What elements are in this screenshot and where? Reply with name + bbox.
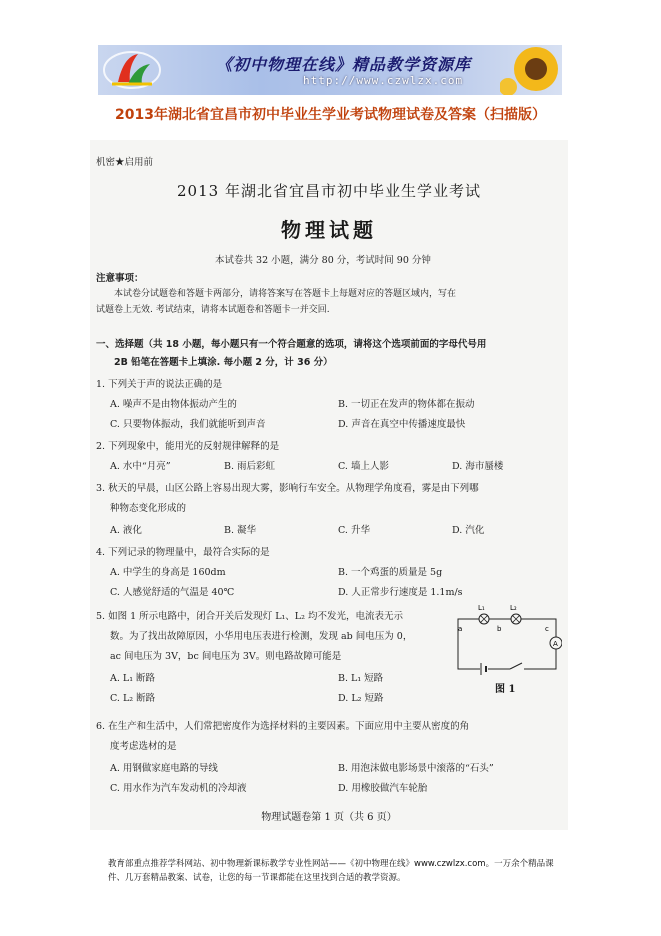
q5-option-a: A. L₁ 断路 (110, 673, 156, 684)
q2-option-d: D. 海市蜃楼 (452, 461, 504, 472)
q5-option-d: D. L₂ 短路 (338, 693, 384, 704)
site-promo-note (108, 857, 578, 885)
site-banner (98, 45, 562, 95)
switch (510, 665, 524, 673)
question-6-line-2: 度考虑选材的是 (110, 741, 177, 752)
q2-option-a: A. 水中“月亮” (110, 461, 171, 472)
scanned-page (90, 140, 568, 830)
q3-option-b: B. 凝华 (224, 525, 257, 536)
site-logo-icon (102, 48, 162, 92)
question-1: 1. 下列关于声的说法正确的是 (96, 379, 223, 390)
label-c: c (545, 625, 549, 633)
q4-option-d: D. 人正常步行速度是 1.1m/s (338, 587, 463, 598)
label-ammeter: A (553, 640, 558, 648)
q6-option-a: A. 用钢做家庭电路的导线 (110, 763, 218, 774)
q1-option-a: A. 噪声不是由物体振动产生的 (110, 399, 237, 410)
q2-option-b: B. 雨后彩虹 (224, 461, 276, 472)
q1-option-b: B. 一切正在发声的物体都在振动 (338, 399, 475, 410)
banner-url-link[interactable]: http://www.czwlzx.com (303, 74, 464, 87)
q4-option-a: A. 中学生的身高是 160dm (110, 567, 226, 578)
label-b: b (497, 625, 502, 633)
q6-option-b: B. 用泡沫做电影场景中滚落的“石头” (338, 763, 494, 774)
question-3-line-1: 3. 秋天的早晨，山区公路上容易出现大雾，影响行车安全。从物理学角度看，雾是由下列哪 (96, 483, 479, 494)
q3-option-d: D. 汽化 (452, 525, 485, 536)
q3-option-c: C. 升华 (338, 525, 370, 536)
notice-line-2: 试题卷上无效. 考试结束，请将本试题卷和答题卡一并交回. (96, 305, 330, 315)
notice-title: 注意事项： (96, 273, 144, 284)
question-5-line-2: 数。为了找出故障原因，小华用电压表进行检测，发现 ab 间电压为 0， (110, 631, 413, 642)
q6-option-c: C. 用水作为汽车发动机的冷却液 (110, 783, 247, 794)
promo-line-1: 教育部重点推荐学科网站、初中物理新课标教学专业性网站——《初中物理在线》www.czwlzx.com。一万余个精品课 (108, 859, 554, 869)
q3-option-a: A. 液化 (110, 525, 142, 536)
question-4: 4. 下列记录的物理量中，最符合实际的是 (96, 547, 270, 558)
banner-title: 《初中物理在线》精品教学资源库 (216, 55, 472, 74)
question-5-line-3: ac 间电压为 3V，bc 间电压为 3V。则电路故障可能是 (110, 651, 342, 662)
q5-option-c: C. L₂ 断路 (110, 693, 156, 704)
notice-line-1: 本试卷分试题卷和答题卡两部分，请将答案写在答题卡上每题对应的答题区域内，写在 (114, 289, 457, 299)
q4-option-c: C. 人感觉舒适的气温是 40℃ (110, 587, 235, 598)
label-l1: L₁ (478, 605, 485, 612)
exam-title: 2013 年湖北省宜昌市初中毕业生学业考试 (177, 182, 481, 200)
q2-option-c: C. 墙上人影 (338, 461, 389, 472)
figure-label: 图 1 (495, 684, 516, 695)
label-l2: L₂ (510, 605, 517, 612)
circuit-diagram (450, 605, 562, 685)
question-3-line-2: 种物态变化形成的 (110, 503, 187, 514)
exam-info: 本试卷共 32 小题，满分 80 分，考试时间 90 分钟 (215, 255, 431, 266)
promo-line-2: 件、几万套精品教案、试卷，让您的每一节课都能在这里找到合适的教学资源。 (108, 873, 406, 883)
question-6-line-1: 6. 在生产和生活中，人们常把密度作为选择材料的主要因素。下面应用中主要从密度的角 (96, 721, 470, 732)
label-a: a (458, 625, 463, 633)
question-5-line-1: 5. 如图 1 所示电路中，闭合开关后发现灯 L₁、L₂ 均不发光，电流表无示 (96, 611, 403, 622)
subject-title: 物理试题 (281, 218, 377, 242)
q6-option-d: D. 用橡胶做汽车轮胎 (338, 783, 428, 794)
q1-option-d: D. 声音在真空中传播速度最快 (338, 419, 466, 430)
page-footer: 物理试题卷第 1 页（共 6 页） (261, 812, 397, 823)
q1-option-c: C. 只要物体振动，我们就能听到声音 (110, 419, 266, 430)
section-heading-1: 一、选择题（共 18 小题，每小题只有一个符合题意的选项，请将这个选项前面的字母代号用 (96, 339, 487, 350)
q4-option-b: B. 一个鸡蛋的质量是 5g (338, 567, 443, 578)
document-heading: 2013年湖北省宜昌市初中毕业生学业考试物理试卷及答案（扫描版） (115, 107, 546, 123)
secret-label: 机密★启用前 (96, 157, 154, 168)
question-2: 2. 下列现象中，能用光的反射规律解释的是 (96, 441, 280, 452)
section-heading-2: 2B 铅笔在答题卡上填涂. 每小题 2 分，计 36 分） (114, 357, 333, 368)
sunflower-icon (500, 45, 562, 95)
q5-option-b: B. L₁ 短路 (338, 673, 384, 684)
